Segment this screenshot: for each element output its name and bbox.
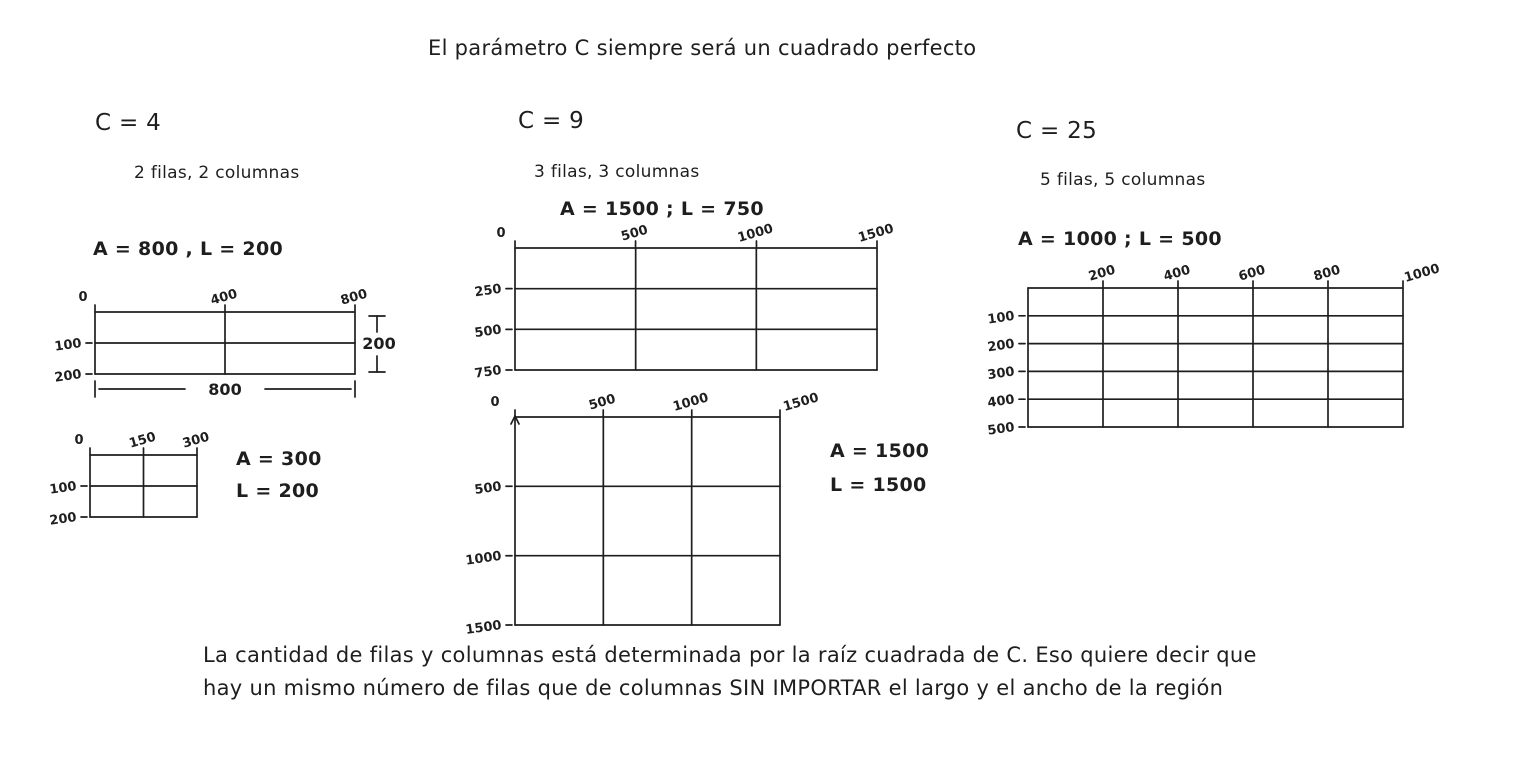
tick-label: 1500	[781, 390, 821, 415]
tick-label: 500	[473, 322, 503, 342]
tick-label: 200	[986, 336, 1016, 356]
tick-label: 500	[619, 222, 650, 245]
section-c4-rows-cols: 2 filas, 2 columnas	[134, 163, 300, 183]
c4-small-grid-area-label: A = 300	[236, 448, 322, 470]
tick-label: 100	[986, 308, 1016, 328]
grid-c25	[987, 261, 1442, 438]
grid-c9-top	[474, 221, 896, 381]
tick-label: 0	[496, 226, 506, 241]
grid-c9-bottom	[465, 390, 821, 638]
footer-line-2: hay un mismo número de filas que de columnas SIN IMPORTAR el largo y el ancho de la región	[203, 676, 1224, 700]
tick-label: 500	[587, 391, 618, 414]
section-c25-params: A = 1000 ; L = 500	[1018, 228, 1222, 250]
tick-label: 0	[490, 395, 500, 410]
height-dimension-label: 200	[362, 334, 396, 353]
tick-label: 1000	[464, 548, 503, 569]
tick-label: 1000	[736, 221, 775, 246]
grid-c4-main	[54, 287, 396, 399]
tick-label: 300	[986, 364, 1016, 384]
footer-line-1: La cantidad de filas y columnas está determinada por la raíz cuadrada de C. Eso quiere decir que	[203, 643, 1257, 667]
tick-label: 100	[53, 336, 83, 355]
tick-label: 500	[473, 479, 503, 499]
c9-square-grid-area-label: A = 1500	[830, 440, 930, 462]
width-dimension-label: 800	[208, 380, 242, 399]
c9-square-grid-length-label: L = 1500	[830, 474, 927, 496]
tick-label: 750	[473, 363, 503, 382]
tick-label: 1000	[671, 390, 711, 415]
section-c9-heading: C = 9	[518, 108, 585, 134]
section-c9-rows-cols: 3 filas, 3 columnas	[534, 162, 700, 182]
tick-label: 150	[127, 429, 158, 452]
section-c9-params: A = 1500 ; L = 750	[560, 198, 764, 220]
section-c25-rows-cols: 5 filas, 5 columnas	[1040, 170, 1206, 190]
tick-label: 1500	[464, 618, 503, 638]
tick-label: 400	[208, 286, 240, 309]
section-c4-heading: C = 4	[95, 110, 162, 136]
tick-label: 200	[48, 510, 78, 529]
tick-label: 300	[180, 429, 212, 452]
tick-label: 200	[1086, 262, 1118, 285]
tick-label: 800	[338, 286, 370, 309]
c4-small-grid-length-label: L = 200	[236, 480, 320, 502]
tick-label: 400	[986, 392, 1016, 411]
tick-label: 0	[78, 290, 88, 305]
section-c25-heading: C = 25	[1016, 118, 1098, 144]
grid-c4-small	[49, 430, 212, 529]
tick-label: 1500	[856, 221, 896, 246]
tick-label: 500	[986, 420, 1016, 439]
tick-label: 0	[74, 433, 84, 448]
tick-label: 600	[1236, 262, 1268, 285]
page-title: El parámetro C siempre será un cuadrado perfecto	[428, 36, 977, 60]
tick-label: 800	[1311, 262, 1343, 285]
tick-label: 100	[48, 479, 78, 498]
tick-label: 200	[53, 367, 83, 386]
section-c4-params: A = 800 , L = 200	[93, 238, 283, 260]
tick-label: 1000	[1402, 261, 1442, 286]
tick-label: 400	[1161, 262, 1193, 285]
tick-label: 250	[473, 281, 503, 301]
